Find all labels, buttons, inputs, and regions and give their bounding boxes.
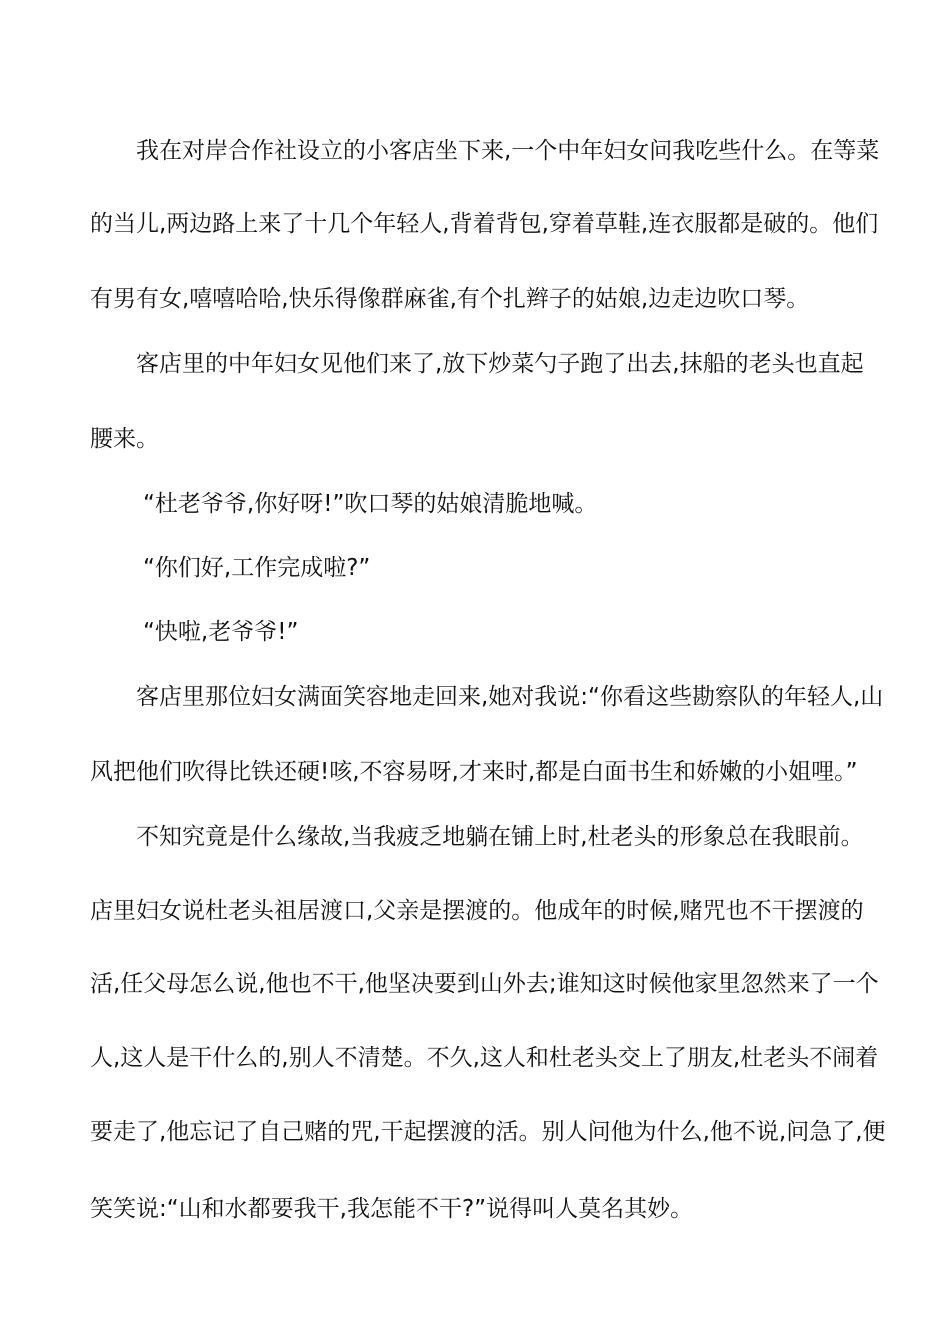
paragraph-7-line-1: 不知究竟是什么缘故,当我疲乏地躺在铺上时,杜老头的形象总在我眼前。 (136, 824, 864, 850)
dialogue-line-2: “你们好,工作完成啦?” (143, 555, 371, 581)
paragraph-7-line-2: 店里妇女说杜老头祖居渡口,父亲是摆渡的。他成年的时候,赌咒也不干摆渡的 (90, 898, 864, 924)
paragraph-6-line-1: 客店里那位妇女满面笑容地走回来,她对我说:“你看这些勘察队的年轻人,山 (136, 684, 884, 710)
paragraph-7-line-3: 活,任父母怎么说,他也不干,他坚决要到山外去;谁知这时候他家里忽然来了一个 (90, 971, 879, 997)
paragraph-6-line-2: 风把他们吹得比铁还硬!咳,不容易呀,才来时,都是白面书生和娇嫩的小姐哩。” (90, 759, 858, 785)
paragraph-2-line-1: 客店里的中年妇女见他们来了,放下炒菜勺子跑了出去,抹船的老头也直起 (136, 351, 864, 377)
paragraph-7-line-4: 人,这人是干什么的,别人不清楚。不久,这人和杜老头交上了朋友,杜老头不闹着 (90, 1045, 879, 1071)
dialogue-line-3: “快啦,老爷爷!” (143, 619, 299, 645)
paragraph-1-line-2: 的当儿,两边路上来了十几个年轻人,背着背包,穿着草鞋,连衣服都是破的。他们 (90, 211, 879, 237)
dialogue-line-1: “杜老爷爷,你好呀!”吹口琴的姑娘清脆地喊。 (143, 491, 598, 517)
paragraph-1-line-1: 我在对岸合作社设立的小客店坐下来,一个中年妇女问我吃些什么。在等菜 (136, 138, 880, 164)
paragraph-7-line-6: 笑笑说:“山和水都要我干,我怎能不干?”说得叫人莫名其妙。 (90, 1196, 694, 1222)
paragraph-2-line-2: 腰来。 (90, 426, 159, 452)
paragraph-1-line-3: 有男有女,嘻嘻哈哈,快乐得像群麻雀,有个扎辫子的姑娘,边走边吹口琴。 (90, 286, 810, 312)
paragraph-7-line-5: 要走了,他忘记了自己赌的咒,干起摆渡的活。别人问他为什么,他不说,问急了,便 (90, 1119, 886, 1145)
